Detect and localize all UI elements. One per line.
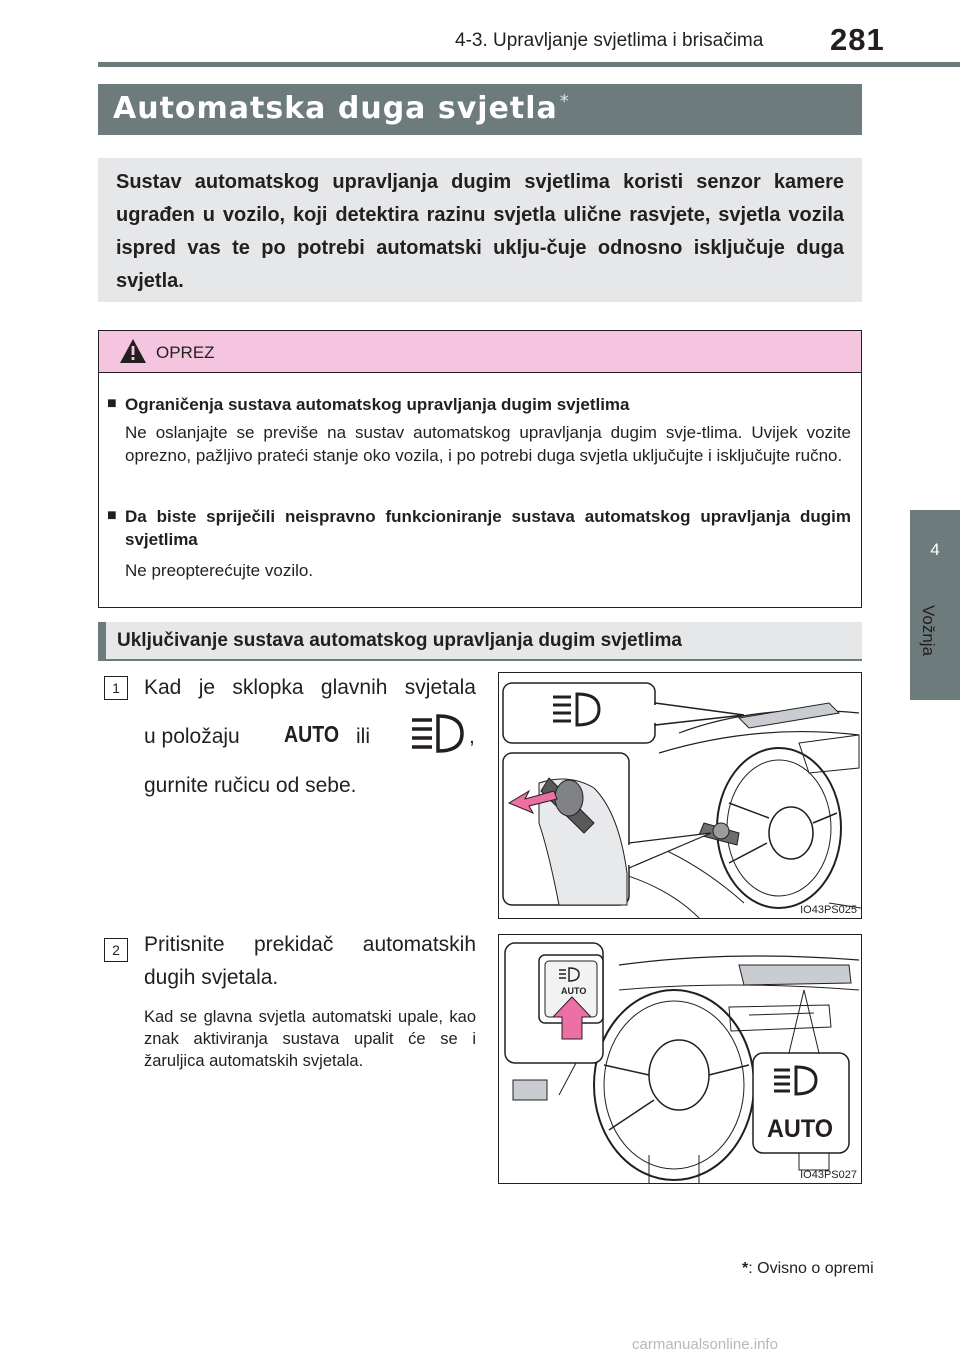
switch-auto-label: AUTO [561, 986, 587, 996]
step-text [144, 666, 476, 808]
auto-symbol: AUTO [284, 721, 340, 747]
caution-item-body: Ne oslanjajte se previše na sustav automatskog upravljanja dugim svje-tlima. Uvijek vozite oprezno, pažljivo prateći stanje oko vozila, i po potrebi duga svjetla uključujte i isključujte ručno. [125, 423, 851, 465]
caution-label: OPREZ [156, 343, 215, 362]
step-line-text: u položaju [144, 725, 240, 748]
running-header-section: 4-3. Upravljanje svjetlima i brisačima [455, 30, 764, 51]
figure-lever [498, 672, 862, 919]
step-line-text: ili [356, 725, 370, 748]
switch-illustration [499, 935, 861, 1183]
footnote [742, 1260, 874, 1278]
watermark: carmanualsonline.info [632, 1336, 778, 1353]
bullet-icon: ■ [107, 395, 117, 412]
step-number: 2 [104, 938, 128, 962]
page-title-text: Automatska duga svjetla [113, 91, 558, 126]
figure-code: IO43PS025 [800, 904, 857, 916]
step-line-text: , [469, 725, 475, 748]
caution-header [99, 331, 861, 373]
subsection-rule [98, 659, 862, 661]
chapter-number: 4 [930, 540, 940, 559]
title-footnote-marker: * [559, 91, 570, 112]
warning-icon [119, 338, 147, 364]
step-line [144, 710, 476, 764]
intro-text: Sustav automatskog upravljanja dugim svjetlima koristi senzor kamere ugrađen u vozilo, koji detektira razinu svjetla ulične rasvjete, svjetla vozila ispred vas te po potrebi automatski uklju-čuje odnosno isključuje duga svjetla. [116, 171, 844, 292]
step-number: 1 [104, 676, 128, 700]
step-line: Kad je sklopka glavnih svjetala [144, 676, 476, 699]
bullet-icon: ■ [107, 507, 117, 524]
header-rule [98, 62, 960, 67]
caution-item-heading: Ograničenja sustava automatskog upravljanja dugim svjetlima [125, 395, 630, 414]
figure-switch [498, 934, 862, 1184]
step-line: gurnite ručicu od sebe. [144, 774, 357, 797]
step-text: Pritisnite prekidač automatskih dugih svjetala. [144, 933, 476, 989]
caution-item-body: Ne preopterećujte vozilo. [125, 561, 314, 580]
caution-box [98, 330, 862, 608]
chapter-title: Vožnja [919, 605, 938, 657]
lever-illustration [499, 673, 861, 918]
figure-code: IO43PS027 [800, 1169, 857, 1181]
step-note: Kad se glavna svjetla automatski upale, kao znak aktiviranja sustava upalit će se i žaruljica automatskih svjetala. [144, 1008, 476, 1070]
indicator-auto-label: AUTO [767, 1115, 833, 1143]
footnote-text: : Ovisno o opremi [748, 1260, 874, 1277]
caution-item-heading: Da biste spriječili neispravno funkcioniranje sustava automatskog upravljanja dugim svjetlima [125, 507, 851, 549]
high-beam-icon [408, 712, 466, 756]
footnote-marker: * [742, 1260, 749, 1277]
page-title [113, 91, 570, 126]
page-number: 281 [830, 22, 885, 57]
subsection-title: Uključivanje sustava automatskog upravljanja dugim svjetlima [117, 630, 682, 651]
